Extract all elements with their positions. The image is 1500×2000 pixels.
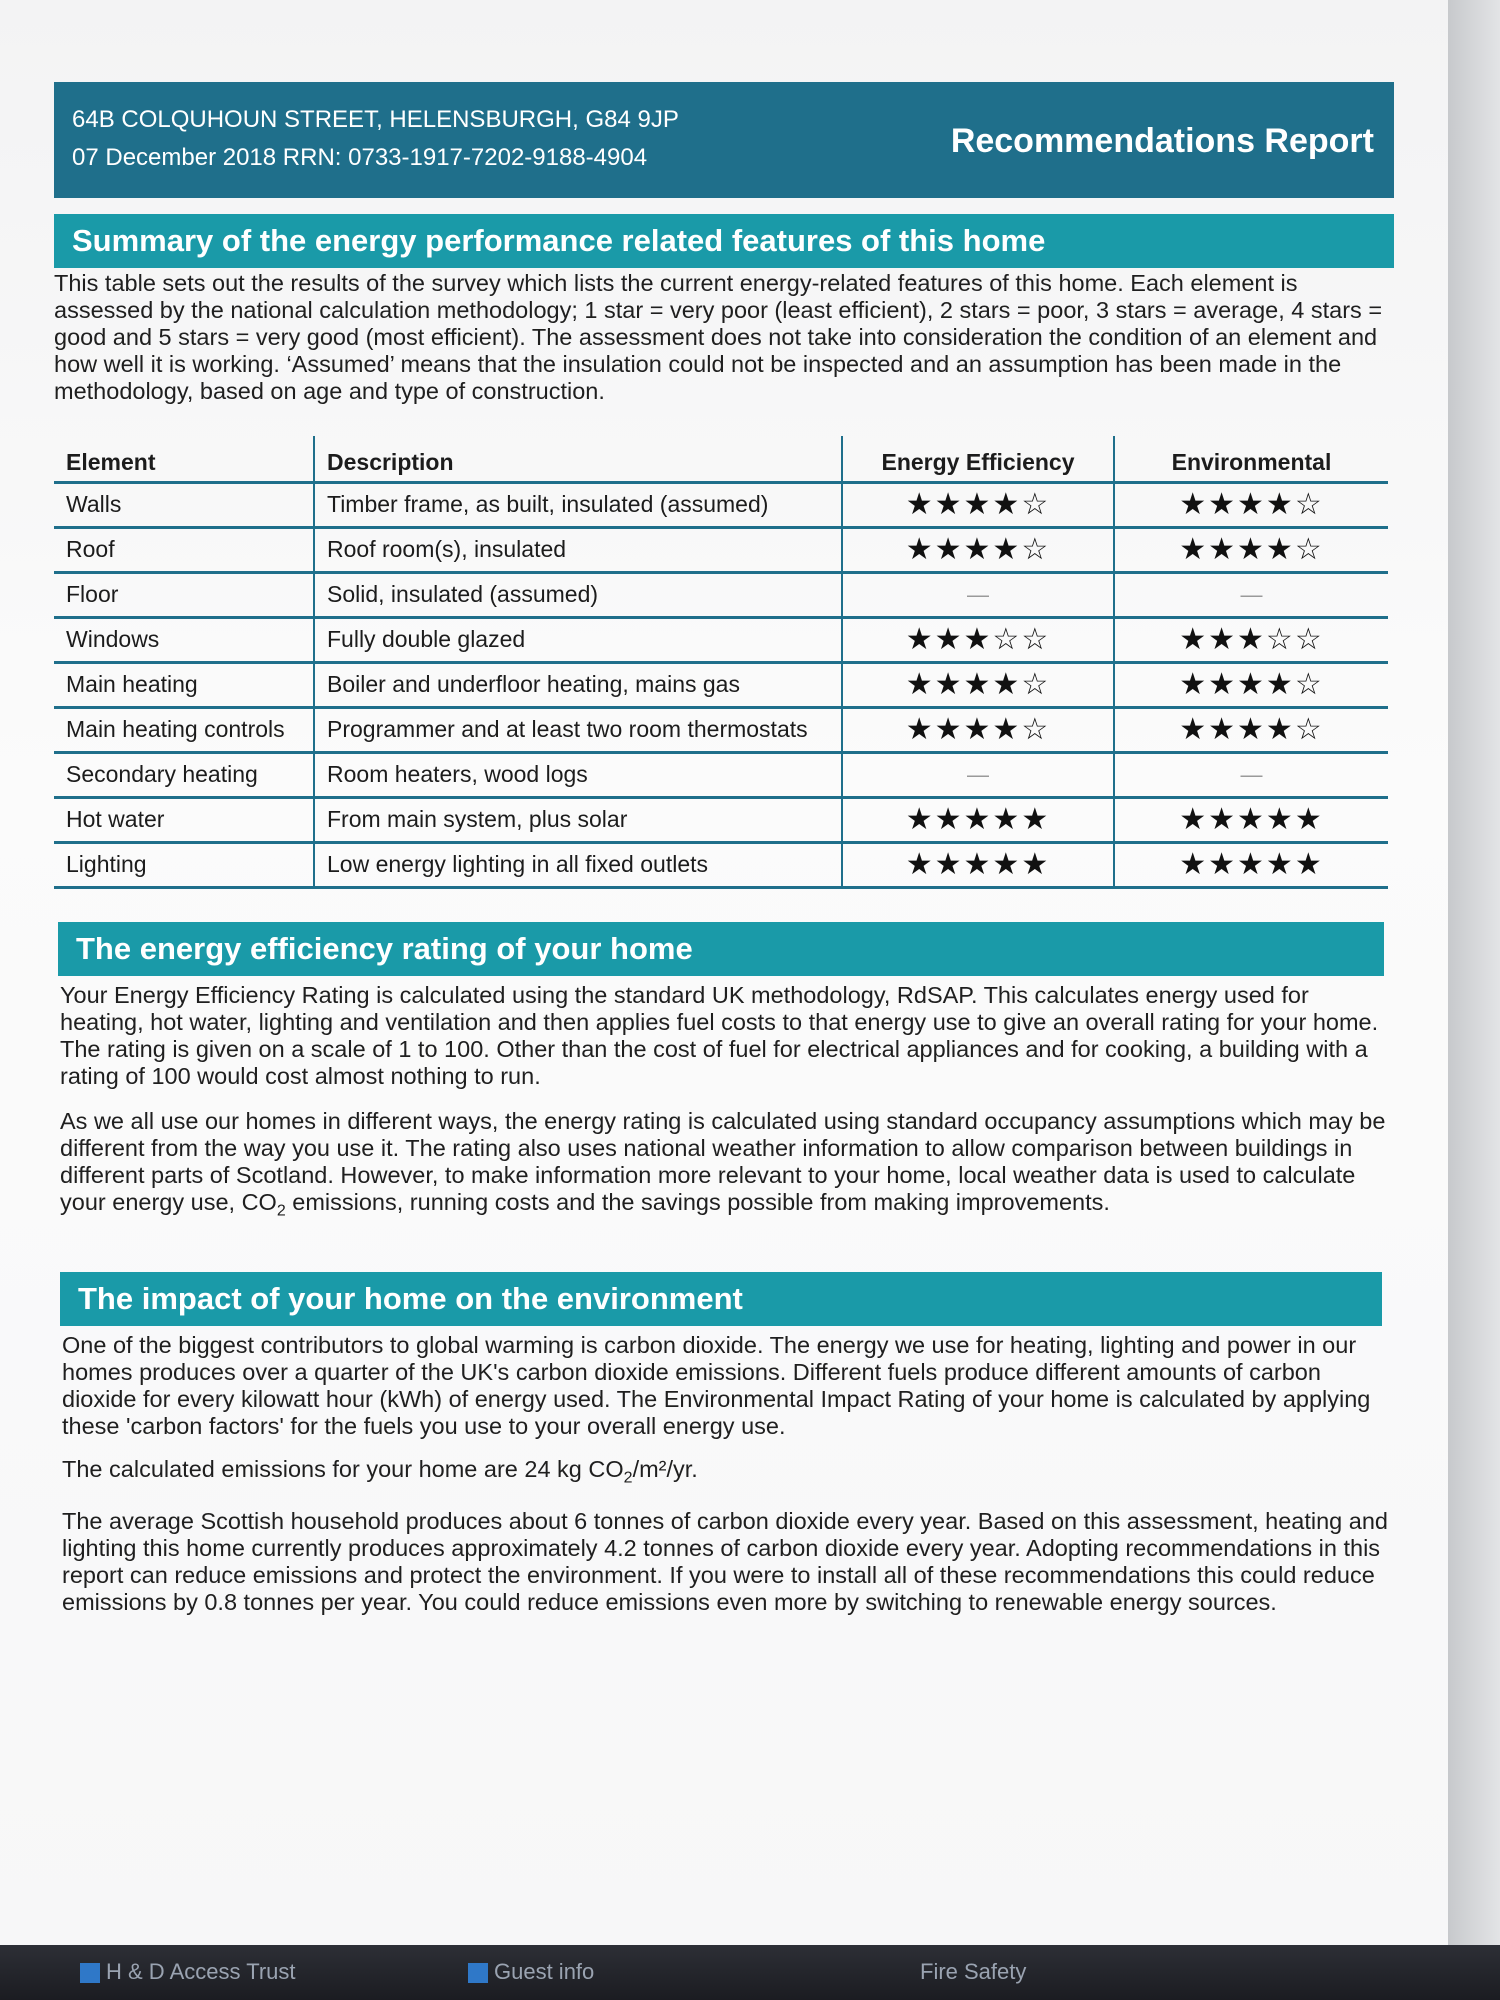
taskbar-item-fire-safety[interactable] — [920, 1959, 1026, 1985]
table-row — [54, 662, 1388, 707]
table-row — [54, 617, 1388, 662]
taskbar-item-label: Guest info — [494, 1959, 595, 1984]
environmental-rating-none: — — [1114, 752, 1388, 797]
element-cell: Walls — [54, 482, 314, 527]
environmental-rating-stars: ★★★★★ — [1114, 842, 1388, 887]
description-cell: Programmer and at least two room thermostats — [314, 707, 842, 752]
taskbar-item-label: H & D Access Trust — [106, 1959, 296, 1984]
co2-subscript: 2 — [623, 1469, 633, 1487]
taskbar-item-label: Fire Safety — [920, 1959, 1027, 1984]
table-row — [54, 842, 1388, 887]
environmental-rating-stars: ★★★★☆ — [1114, 482, 1388, 527]
energy-rating-stars: ★★★★☆ — [842, 662, 1114, 707]
energy-rating-stars: ★★★★★ — [842, 797, 1114, 842]
environment-paragraph-2 — [62, 1456, 1390, 1492]
rating-section-title: The energy efficiency rating of your home — [58, 922, 1384, 976]
rating-paragraph-1: Your Energy Efficiency Rating is calculated using the standard UK methodology, RdSAP. This calculates energy used for heating, hot water, lighting and ventilation and then applies fuel costs to that energy use to give an overall rating for your home. The rating is given on a scale of 1 to 100. Other than the cost of fuel for electrical appliances and for cooking, a building with a rating of 100 would cost almost nothing to run. — [60, 982, 1379, 1089]
element-cell: Main heating controls — [54, 707, 314, 752]
features-table — [54, 436, 1388, 889]
energy-rating-stars: ★★★★☆ — [842, 482, 1114, 527]
rating-paragraph-2-text-b: emissions, running costs and the savings possible from making improvements. — [285, 1189, 1110, 1215]
table-row — [54, 797, 1388, 842]
column-header-energy-efficiency: Energy Efficiency — [842, 436, 1114, 482]
app-icon — [80, 1963, 100, 1983]
column-header-environmental: Environmental — [1114, 436, 1388, 482]
table-header-row — [54, 436, 1388, 482]
report-header — [54, 82, 1394, 198]
description-cell: Low energy lighting in all fixed outlets — [314, 842, 842, 887]
element-cell: Main heating — [54, 662, 314, 707]
element-cell: Hot water — [54, 797, 314, 842]
description-cell: From main system, plus solar — [314, 797, 842, 842]
table-row — [54, 572, 1388, 617]
energy-rating-stars: ★★★★☆ — [842, 707, 1114, 752]
environmental-rating-stars: ★★★★☆ — [1114, 527, 1388, 572]
environment-paragraph-1: One of the biggest contributors to global warming is carbon dioxide. The energy we use for heating, lighting and power in our homes produces over a quarter of the UK's carbon dioxide emissions. Different fuels produce different amounts of carbon dioxide for every kilowatt hour (kWh) of energy used. The Environmental Impact Rating of your home is calculated by applying these 'carbon factors' for the fuels you use to your overall energy use. — [62, 1332, 1371, 1439]
app-icon — [468, 1963, 488, 1983]
environmental-rating-stars: ★★★★☆ — [1114, 707, 1388, 752]
rating-paragraph-2-text-a: As we all use our homes in different ways, the energy rating is calculated using standard occupancy assumptions which may be different from the way you use it. The rating also uses national weather information to allow comparison between buildings in different parts of Scotland. However, to make information more relevant to your home, local weather data is used to calculate your energy use, CO — [60, 1108, 1386, 1215]
element-cell: Lighting — [54, 842, 314, 887]
table-row — [54, 482, 1388, 527]
environmental-rating-stars: ★★★★☆ — [1114, 662, 1388, 707]
rating-paragraph-2 — [60, 1108, 1390, 1225]
energy-rating-none: — — [842, 572, 1114, 617]
element-cell: Roof — [54, 527, 314, 572]
table-row — [54, 527, 1388, 572]
environment-section-title: The impact of your home on the environment — [60, 1272, 1382, 1326]
taskbar — [0, 1945, 1500, 2000]
column-header-description: Description — [314, 436, 842, 482]
taskbar-item-access-trust[interactable] — [80, 1959, 296, 1985]
environmental-rating-stars: ★★★★★ — [1114, 797, 1388, 842]
environment-paragraph-2-text-a: The calculated emissions for your home are 24 kg CO — [62, 1456, 624, 1482]
environment-paragraph-3: The average Scottish household produces about 6 tonnes of carbon dioxide every year. Based on this assessment, heating and lighting this home currently produces approximately 4.2 tonnes of carbon dioxide every year. Adopting recommendations in this report can reduce emissions and protect the environment. If you were to install all of these recommendations this could reduce emissions by 0.8 tonnes per year. You could reduce emissions even more by switching to renewable energy sources. — [62, 1508, 1388, 1615]
element-cell: Windows — [54, 617, 314, 662]
co2-subscript: 2 — [276, 1202, 286, 1220]
table-row — [54, 752, 1388, 797]
description-cell: Solid, insulated (assumed) — [314, 572, 842, 617]
summary-intro: This table sets out the results of the survey which lists the current energy-related features of this home. Each element is assessed by the national calculation methodology; 1 star = very poor (least efficient), 2 stars = poor, 3 stars = average, 4 stars = good and 5 stars = very good (most efficient). The assessment does not take into consideration the condition of an element and how well it is working. ‘Assumed’ means that the insulation could not be inspected and an assumption has been made in the methodology, based on age and type of construction. — [54, 270, 1383, 404]
element-cell: Floor — [54, 572, 314, 617]
column-header-element: Element — [54, 436, 314, 482]
energy-rating-stars: ★★★☆☆ — [842, 617, 1114, 662]
environment-paragraph-2-text-b: /m²/yr. — [632, 1456, 698, 1482]
description-cell: Boiler and underfloor heating, mains gas — [314, 662, 842, 707]
table-row — [54, 707, 1388, 752]
description-cell: Roof room(s), insulated — [314, 527, 842, 572]
report-title: Recommendations Report — [950, 122, 1374, 160]
property-address: 64B COLQUHOUN STREET, HELENSBURGH, G84 9JP — [72, 106, 679, 133]
description-cell: Fully double glazed — [314, 617, 842, 662]
environmental-rating-stars: ★★★☆☆ — [1114, 617, 1388, 662]
taskbar-item-guest-info[interactable] — [468, 1959, 594, 1985]
environmental-rating-none: — — [1114, 572, 1388, 617]
element-cell: Secondary heating — [54, 752, 314, 797]
energy-rating-stars: ★★★★☆ — [842, 527, 1114, 572]
summary-section-title: Summary of the energy performance related features of this home — [54, 214, 1394, 268]
description-cell: Room heaters, wood logs — [314, 752, 842, 797]
description-cell: Timber frame, as built, insulated (assumed) — [314, 482, 842, 527]
energy-rating-stars: ★★★★★ — [842, 842, 1114, 887]
date-rrn: 07 December 2018 RRN: 0733-1917-7202-9188-4904 — [72, 144, 648, 171]
energy-rating-none: — — [842, 752, 1114, 797]
monitor-edge — [1448, 0, 1500, 1955]
